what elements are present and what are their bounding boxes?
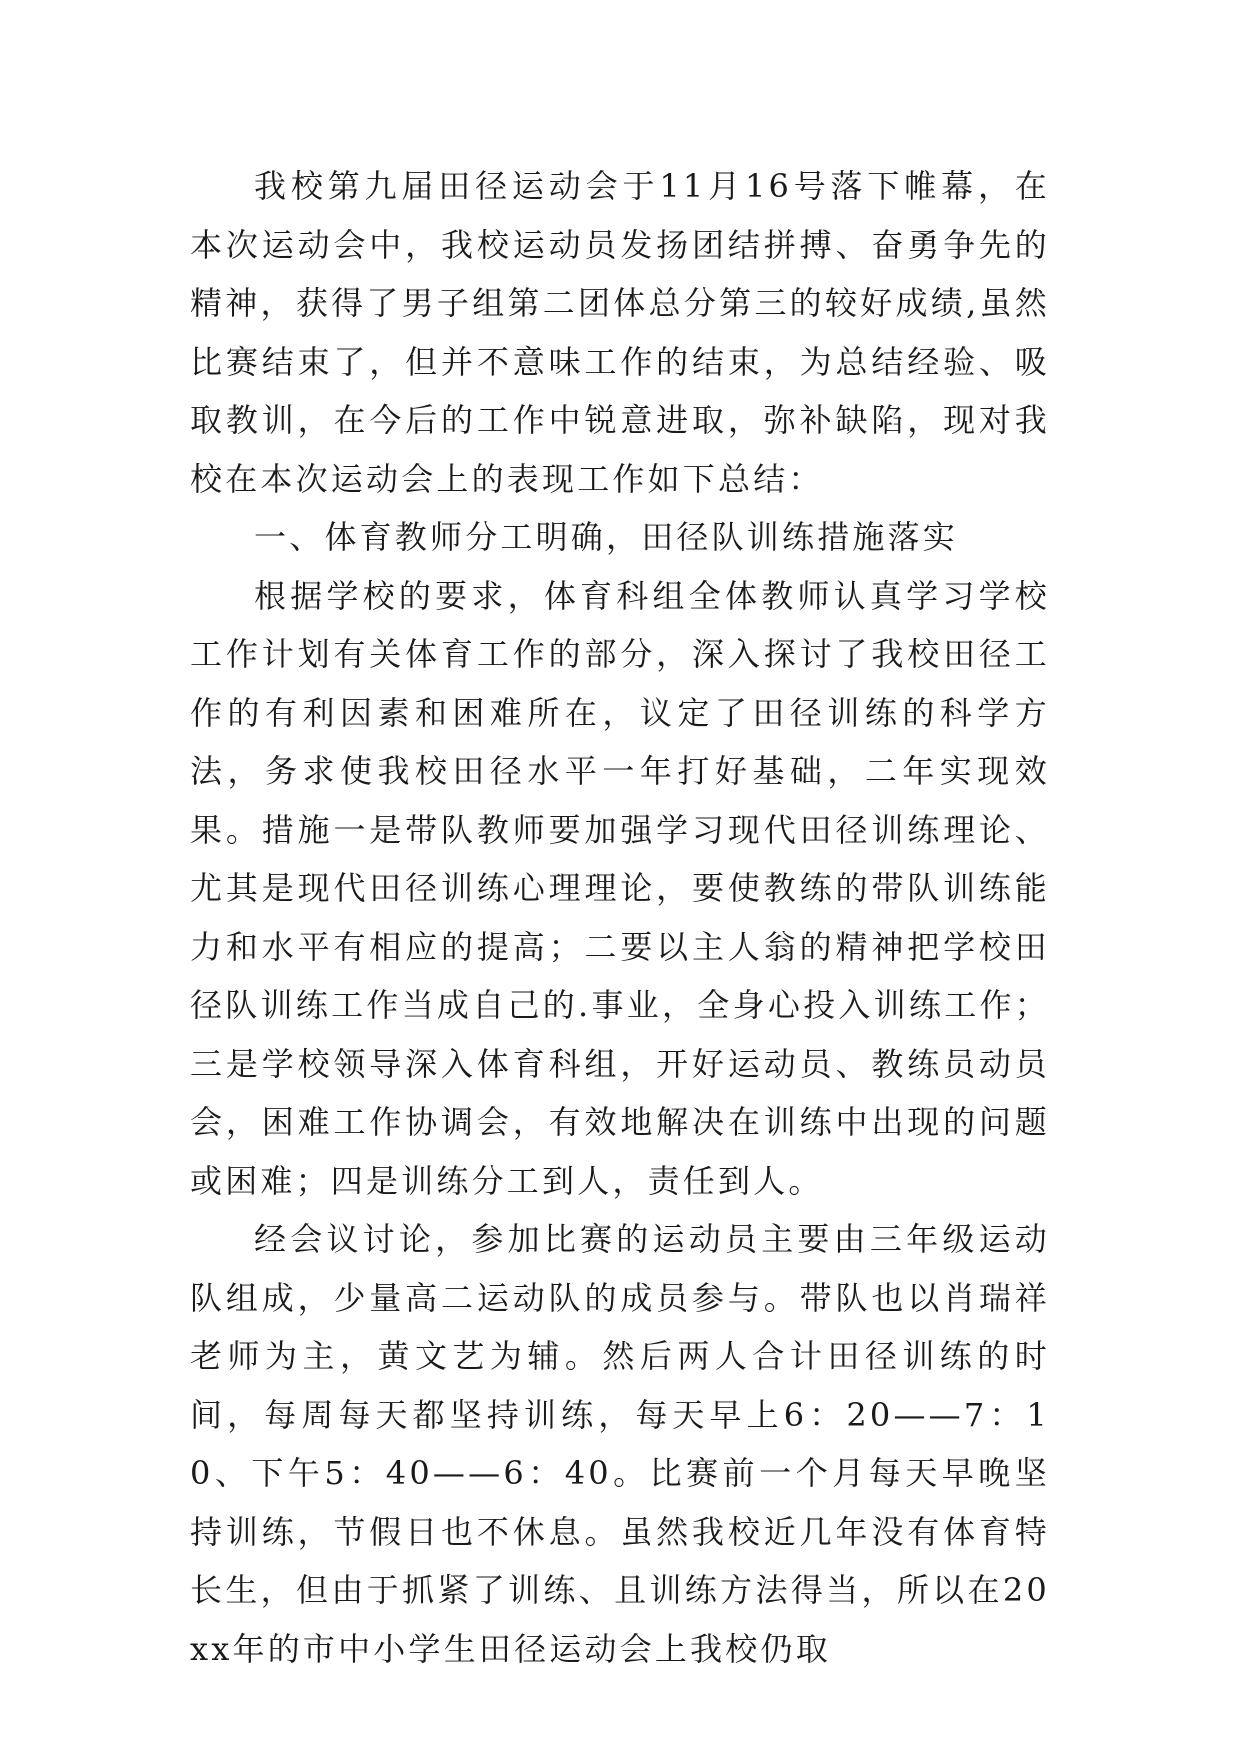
paragraph-intro: 我校第九届田径运动会于11月16号落下帷幕，在本次运动会中，我校运动员发扬团结拼搏、奋勇争先的精神，获得了男子组第二团体总分第三的较好成绩,虽然比赛结束了，但并不意味工作的结束，为总结经验、吸取教训，在今后的工作中锐意进取，弥补缺陷，现对我校在本次运动会上的表现工作如下总结： bbox=[190, 167, 1050, 498]
paragraph-training: 经会议讨论，参加比赛的运动员主要由三年级运动队组成，少量高二运动队的成员参与。带队也以肖瑞祥老师为主，黄文艺为辅。然后两人合计田径训练的时间，每周每天都坚持训练，每天早上6：20——7：10、下午5：40——6：40。比赛前一个月每天早晚坚持训练，节假日也不休息。虽然我校近几年没有体育特长生，但由于抓紧了训练、且训练方法得当，所以在20xx年的市中小学生田径运动会上我校仍取 bbox=[190, 1220, 1050, 1668]
section-heading-1: 一、体育教师分工明确，田径队训练措施落实 bbox=[254, 518, 959, 556]
document-body bbox=[190, 157, 1050, 1678]
paragraph-measures: 根据学校的要求，体育科组全体教师认真学习学校工作计划有关体育工作的部分，深入探讨了我校田径工作的有利因素和困难所在，议定了田径训练的科学方法，务求使我校田径水平一年打好基础，二年实现效果。措施一是带队教师要加强学习现代田径训练理论、尤其是现代田径训练心理理论，要使教练的带队训练能力和水平有相应的提高；二要以主人翁的精神把学校田径队训练工作当成自己的.事业，全身心投入训练工作；三是学校领导深入体育科组，开好运动员、教练员动员会，困难工作协调会，有效地解决在训练中出现的问题或困难；四是训练分工到人，责任到人。 bbox=[190, 576, 1050, 1200]
